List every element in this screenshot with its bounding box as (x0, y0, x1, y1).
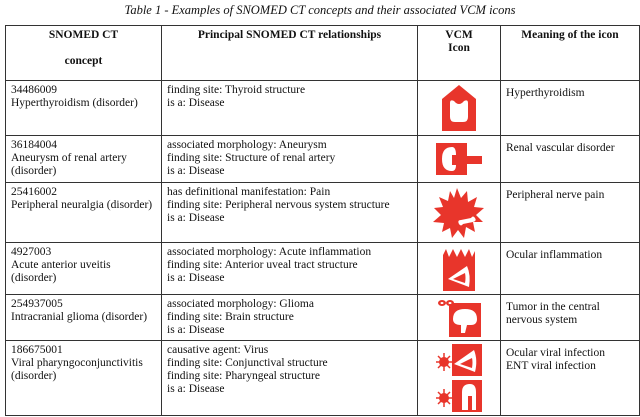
relationship: associated morphology: Aneurysm (167, 139, 327, 151)
relationships-cell (162, 341, 418, 416)
concept-cell (6, 81, 162, 136)
relationship: finding site: Peripheral nervous system structure (167, 199, 390, 211)
relationship: causative agent: Virus (167, 344, 269, 356)
concept-name: Intracranial glioma (disorder) (11, 311, 148, 323)
meaning-text: ENT viral infection (506, 360, 596, 372)
header-text: SNOMED CT (48, 29, 119, 41)
header-text: VCM (445, 29, 473, 41)
table-row (6, 183, 640, 243)
meaning-cell (501, 295, 640, 341)
ocular-viral-infection-icon (436, 344, 482, 376)
meaning-cell (501, 183, 640, 243)
concept-cell (6, 136, 162, 183)
concept-name: Aneurysm of renal artery (disorder) (11, 152, 127, 177)
meaning-text: Renal vascular disorder (506, 142, 615, 154)
relationships-cell (162, 243, 418, 295)
ocular-inflammation-icon (418, 243, 501, 295)
relationship: associated morphology: Acute inflammation (167, 246, 372, 258)
relationship: finding site: Anterior uveal tract structure (167, 259, 358, 271)
meaning-text: Ocular inflammation (506, 249, 603, 261)
relationship: is a: Disease (167, 212, 225, 224)
table-header-row (6, 26, 640, 81)
concept-name: Peripheral neuralgia (disorder) (11, 199, 153, 211)
meaning-cell (501, 81, 640, 136)
meaning-cell (501, 243, 640, 295)
header-icon (418, 26, 501, 81)
table-row (6, 295, 640, 341)
concept-code: 34486009 (11, 84, 57, 96)
header-text: Icon (448, 42, 470, 54)
header-meaning: Meaning of the icon (501, 26, 640, 81)
header-text: concept (64, 55, 103, 67)
meaning-cell (501, 341, 640, 416)
hyperthyroidism-icon (418, 81, 501, 136)
concept-name: Acute anterior uveitis (disorder) (11, 259, 111, 284)
relationship: is a: Disease (167, 97, 225, 109)
table-row (6, 136, 640, 183)
concept-code: 25416002 (11, 186, 57, 198)
relationship: finding site: Conjunctival structure (167, 357, 328, 369)
concept-cell (6, 341, 162, 416)
table-row (6, 243, 640, 295)
snomed-vcm-table (5, 25, 640, 416)
header-concept (6, 26, 162, 81)
relationships-cell (162, 183, 418, 243)
relationships-cell (162, 136, 418, 183)
nerve-pain-icon (418, 183, 501, 243)
renal-vascular-icon (418, 136, 501, 183)
meaning-text: Peripheral nerve pain (506, 189, 605, 201)
concept-cell (6, 243, 162, 295)
concept-name: Viral pharyngoconjunctivitis (disorder) (11, 357, 143, 382)
relationship: finding site: Thyroid structure (167, 84, 306, 96)
concept-cell (6, 183, 162, 243)
relationship: finding site: Structure of renal artery (167, 152, 336, 164)
relationships-cell (162, 295, 418, 341)
table-caption: Table 1 - Examples of SNOMED CT concepts and their associated VCM icons (124, 3, 516, 17)
relationship: has definitional manifestation: Pain (167, 186, 331, 198)
concept-cell (6, 295, 162, 341)
table-row (6, 341, 640, 416)
concept-code: 4927003 (11, 246, 52, 258)
table-row (6, 81, 640, 136)
meaning-text: Ocular viral infection (506, 347, 605, 359)
meaning-cell (501, 136, 640, 183)
concept-code: 186675001 (11, 344, 63, 356)
concept-code: 254937005 (11, 298, 63, 310)
relationship: is a: Disease (167, 272, 225, 284)
meaning-text: Tumor in the central nervous system (506, 301, 600, 326)
relationship: associated morphology: Glioma (167, 298, 314, 310)
viral-infection-icons (418, 341, 501, 416)
relationship: finding site: Brain structure (167, 311, 294, 323)
relationship: finding site: Pharyngeal structure (167, 370, 320, 382)
meaning-text: Hyperthyroidism (506, 87, 585, 99)
relationship: is a: Disease (167, 165, 225, 177)
header-relationships: Principal SNOMED CT relationships (162, 26, 418, 81)
brain-tumor-icon (418, 295, 501, 341)
concept-name: Hyperthyroidism (disorder) (11, 97, 138, 109)
relationship: is a: Disease (167, 324, 225, 336)
concept-code: 36184004 (11, 139, 57, 151)
relationship: is a: Disease (167, 383, 225, 395)
relationships-cell (162, 81, 418, 136)
ent-viral-infection-icon (436, 380, 482, 412)
